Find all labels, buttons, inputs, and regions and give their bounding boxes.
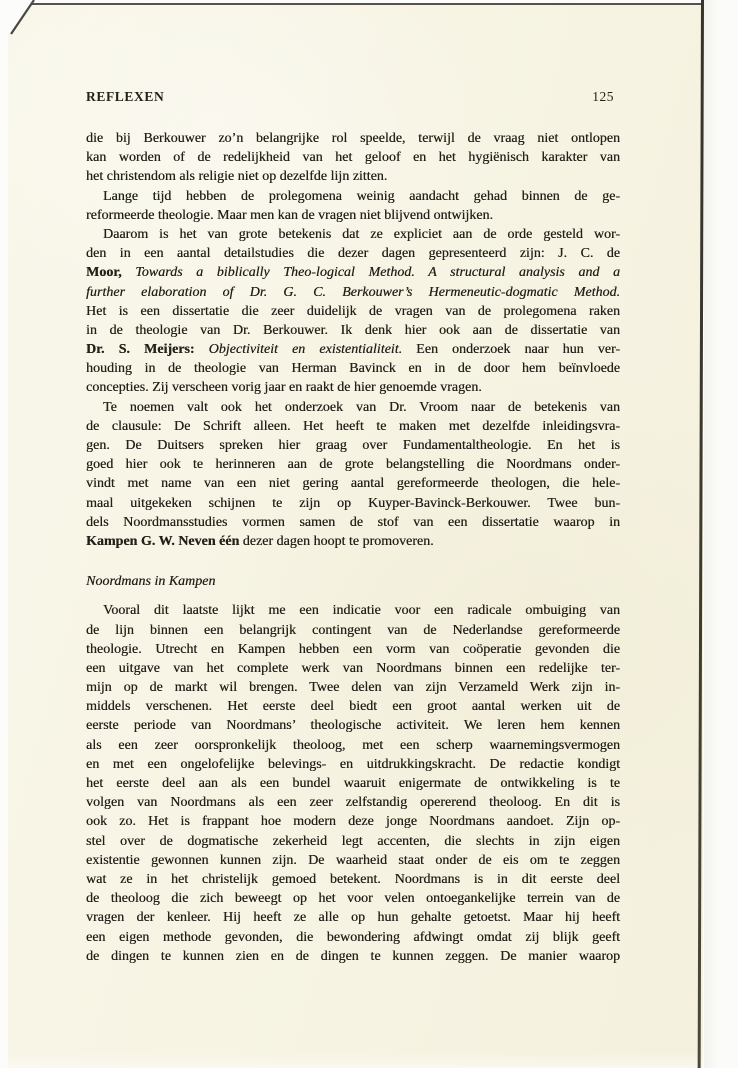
text-segment: de dingen te kunnen zien en de dingen te kunnen zeggen. De manier waarop xyxy=(86,948,620,964)
text-segment: vindt met name van een niet gering aantal gereformeerde theologen, die hele- xyxy=(86,476,620,492)
text-line xyxy=(86,494,620,513)
text-line xyxy=(86,659,620,678)
text-line xyxy=(86,436,620,455)
text-segment: Vooral dit laatste lijkt me een indicatie voor een radicale ombuiging van xyxy=(103,603,620,619)
text-segment: dezer dagen hoopt te promoveren. xyxy=(239,533,434,549)
page-number: 125 xyxy=(592,89,614,104)
text-line xyxy=(86,812,620,831)
text-segment: Noordmans in Kampen xyxy=(86,574,216,590)
text-line xyxy=(86,455,620,474)
text-segment: vragen der kenleer. Hij heeft ze alle op hun gehalte getoetst. Maar hij heeft xyxy=(86,910,620,926)
text-line xyxy=(86,832,620,851)
text-line xyxy=(86,378,620,397)
text-line xyxy=(86,417,620,436)
text-line xyxy=(86,283,620,302)
text-segment: concepties. Zij verscheen vorig jaar en raakt de hier genoemde vragen. xyxy=(86,380,482,396)
scan-background-strip xyxy=(704,0,738,1068)
text-line xyxy=(86,947,620,966)
text-segment: de lijn binnen een belangrijk contingent van de Nederlandse gereformeerde xyxy=(86,622,620,638)
text-segment: Kampen G. W. Neven één xyxy=(86,533,240,549)
text-line xyxy=(86,321,620,340)
paragraph xyxy=(86,129,620,187)
text-line xyxy=(86,206,620,225)
text-segment: maal uitgekeken schijnen te zijn op Kuyper-Bavinck-Berkouwer. Twee bun- xyxy=(86,495,620,511)
text-line xyxy=(86,340,620,359)
text-line xyxy=(86,244,620,263)
text-line xyxy=(86,513,620,532)
text-segment: Het is een dissertatie die zeer duidelijk de vragen van de prolegomena raken xyxy=(86,303,620,319)
text-line xyxy=(86,621,620,640)
text-segment: als een zeer oorspronkelijk theoloog, met een scherp waarnemingsvermogen xyxy=(86,737,620,753)
text-line xyxy=(86,359,620,378)
scanned-page xyxy=(8,3,703,1068)
text-segment: het christendom als religie niet op dezelfde lijn zitten. xyxy=(86,169,388,185)
text-line xyxy=(86,572,620,591)
text-segment: goed hier ook te herinneren aan de grote belangstelling die Noordmans onder- xyxy=(86,457,620,473)
text-line xyxy=(86,851,620,870)
text-line xyxy=(86,129,620,148)
text-segment: Towards a biblically Theo-logical Method. A structural analysis and a xyxy=(135,265,621,281)
text-segment: theologie. Utrecht en Kampen hebben een vorm van coöperatie gevonden die xyxy=(86,641,620,657)
text-segment: eerste periode van Noordmans’ theologische activiteit. We leren hem kennen xyxy=(86,718,620,734)
text-segment: Objectiviteit en existentialiteit. xyxy=(208,342,403,358)
text-segment: Een onderzoek naar hun ver- xyxy=(402,342,621,358)
text-segment: volgen van Noordmans als een zeer zelfstandig opererend theoloog. En dit is xyxy=(86,795,620,811)
text-segment: Lange tijd hebben de prolegomena weinig aandacht gehad binnen de ge- xyxy=(103,188,620,204)
text-line xyxy=(86,187,620,206)
text-line xyxy=(86,302,620,321)
text-segment: mijn op de markt wil brengen. Twee delen van zijn Verzameld Werk zijn in- xyxy=(86,680,620,696)
text-segment: de theoloog die zich beweegt op het voor velen ontoegankelijke terrein van de xyxy=(86,891,620,907)
text-line xyxy=(86,697,620,716)
running-header xyxy=(86,89,620,107)
text-line xyxy=(86,716,620,735)
text-segment: dels Noordmansstudies vormen samen de stof van een dissertatie waarop in xyxy=(86,514,620,530)
text-line xyxy=(86,474,620,493)
section-heading xyxy=(86,572,620,591)
text-line xyxy=(86,148,620,167)
text-line xyxy=(86,263,620,282)
text-segment xyxy=(122,265,136,280)
text-line xyxy=(86,398,620,417)
text-line xyxy=(86,774,620,793)
text-segment xyxy=(195,342,209,357)
text-line xyxy=(86,678,620,697)
page-corner-edge xyxy=(8,0,50,38)
text-line xyxy=(86,793,620,812)
text-segment: het eerste deel aan als een bundel waaruit enigermate de ontwikkeling is te xyxy=(86,776,620,791)
text-segment: Te noemen valt ook het onderzoek van Dr. Vroom naar de betekenis van xyxy=(103,399,620,415)
text-segment: de clausule: De Schrift alleen. Het heeft te maken met dezelfde inleidingsvra- xyxy=(86,418,620,434)
paragraph xyxy=(86,225,620,398)
text-segment: middels verschenen. Het eerste deel biedt een groot aantal werken uit de xyxy=(86,699,620,715)
text-line xyxy=(86,736,620,755)
text-line xyxy=(86,908,620,927)
page-content xyxy=(86,89,620,966)
text-segment: Dr. S. Meijers: xyxy=(86,342,195,358)
text-body xyxy=(86,129,620,966)
text-line xyxy=(86,928,620,947)
text-line xyxy=(86,889,620,908)
text-segment: reformeerde theologie. Maar men kan de vragen niet blijvend ontwijken. xyxy=(86,207,494,223)
text-segment: ook zo. Het is frappant hoe modern deze jonge Noordmans aandoet. Zijn op- xyxy=(86,814,620,830)
text-segment: Moor, xyxy=(86,265,122,281)
text-line xyxy=(86,532,620,551)
text-segment: Daarom is het van grote betekenis dat ze expliciet aan de orde gesteld wor- xyxy=(103,226,620,242)
text-line xyxy=(86,225,620,244)
text-line xyxy=(86,870,620,889)
paragraph xyxy=(86,398,620,552)
text-segment: houding in de theologie van Herman Bavinck en in de door hem beïnvloede xyxy=(86,361,620,377)
paragraph xyxy=(86,187,620,225)
text-segment: een eigen methode gevonden, die bewondering afdwingt omdat zij blijk geeft xyxy=(86,929,620,945)
text-segment: gen. De Duitsers spreken hier graag over Fundamentaltheologie. En het is xyxy=(86,438,620,453)
text-segment: een uitgave van het complete werk van Noordmans binnen een redelijke ter- xyxy=(86,660,620,676)
paragraph xyxy=(86,601,620,966)
text-line xyxy=(86,601,620,620)
text-segment: die bij Berkouwer zo’n belangrijke rol speelde, terwijl de vraag niet ontlopen xyxy=(86,131,620,146)
text-line xyxy=(86,755,620,774)
text-line xyxy=(86,167,620,186)
text-segment: den in een aantal detailstudies die dezer dagen gepresenteerd zijn: J. C. de xyxy=(86,246,620,262)
text-segment: kan worden of de redelijkheid van het geloof en het hygiënisch karakter van xyxy=(86,150,620,166)
text-segment: en met een ongelofelijke belevings- en uitdrukkingskracht. De redactie kondigt xyxy=(86,756,620,772)
text-segment: stel over de dogmatische zekerheid legt accenten, die slechts in zijn eigen xyxy=(86,833,620,849)
text-segment: further elaboration of Dr. G. C. Berkouwer’s Hermeneutic-dogmatic Method. xyxy=(86,284,620,300)
running-header-title: REFLEXEN xyxy=(86,89,165,104)
text-segment: wat ze in het christelijk gemoed betekent. Noordmans is in dit eerste deel xyxy=(86,871,620,887)
text-segment: in de theologie van Dr. Berkouwer. Ik denk hier ook aan de dissertatie van xyxy=(86,322,620,338)
text-segment: existentie gewonnen kunnen zijn. De waarheid staat onder de eis om te zeggen xyxy=(86,852,620,868)
text-line xyxy=(86,640,620,659)
